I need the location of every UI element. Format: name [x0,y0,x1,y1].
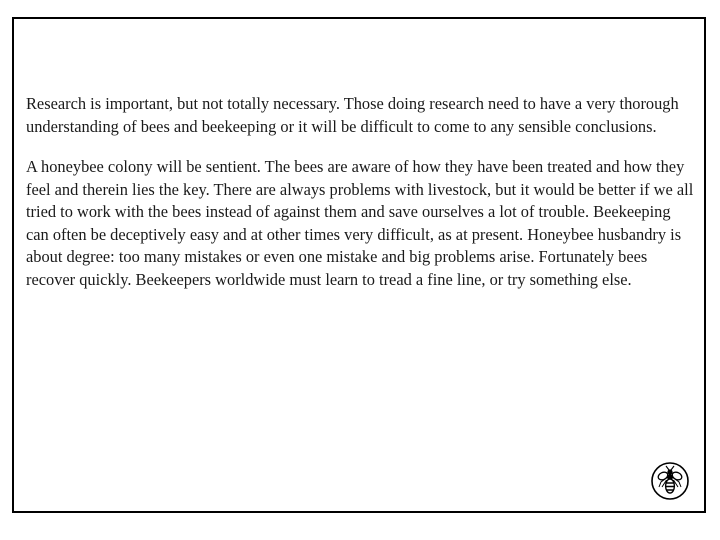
paragraph-honeybee-colony: A honeybee colony will be sentient. The bees are aware of how they have been treated and how they feel and therein lies the key. There are always problems with livestock, but it would be better if we all tried to work with the bees instead of against them and save ourselves a lot of trouble. Beekeeping can often be deceptively easy and at other times very difficult, as at present. Honeybee husbandry is about degree: too many mistakes or even one mistake and big problems arise. Fortunately bees recover quickly. Beekeepers worldwide must learn to tread a fine line, or try something else. [26,157,694,289]
bee-icon [650,461,690,501]
bee-logo [650,461,690,501]
slide-body [26,93,696,309]
paragraph-research: Research is important, but not totally necessary. Those doing research need to have a very thorough understanding of bees and beekeeping or it will be difficult to come to any sensible conclusions. [26,94,679,136]
slide-frame [12,17,706,513]
